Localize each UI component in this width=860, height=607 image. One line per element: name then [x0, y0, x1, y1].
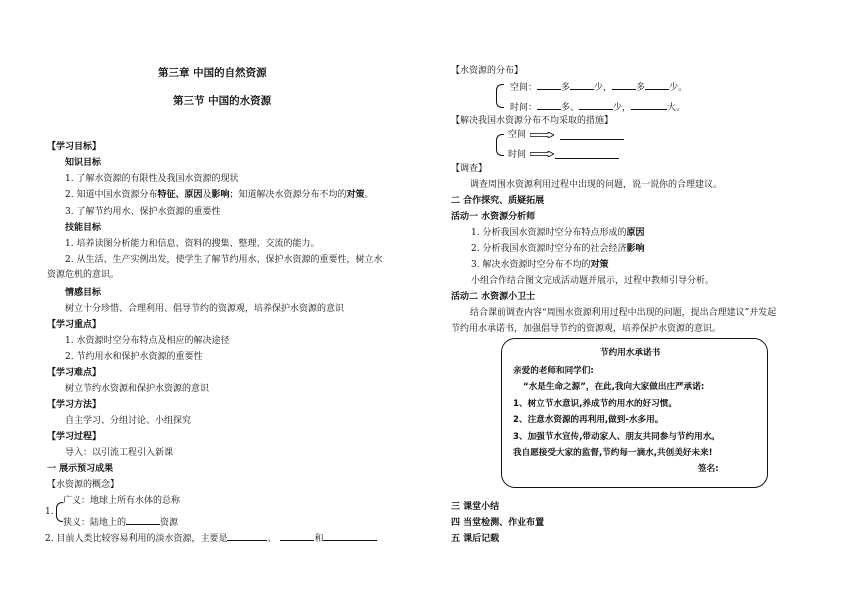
- question-2-text: 2. 目前人类比较容易利用的淡水资源，主要是: [45, 534, 228, 544]
- activity1-item-1-text: 1. 分析我国水资源时空分布特点形成的: [471, 228, 627, 238]
- concept-number: 1.: [45, 507, 54, 517]
- concept-narrow-blank[interactable]: [126, 515, 160, 525]
- knowledge-item-2-end: 。: [364, 190, 374, 200]
- concept-header: 【水资源的概念】: [47, 480, 120, 490]
- activity1-item-2: [471, 243, 644, 255]
- knowledge-item-2: [65, 189, 374, 201]
- concept-narrow: [63, 515, 178, 529]
- question-2-and: 和: [314, 534, 324, 544]
- question-2-blank-1[interactable]: [227, 531, 267, 541]
- activity1-item-3: [471, 259, 608, 271]
- measure-time-blank[interactable]: [555, 158, 619, 159]
- distribution-brace: [496, 84, 504, 108]
- time-less: 少，: [613, 103, 632, 113]
- time-blank-1[interactable]: [537, 100, 561, 110]
- keypoint-item-1: 1. 水资源时空分布特点及相应的解决途径: [65, 336, 230, 346]
- part1-heading: 一 展示预习成果: [47, 464, 114, 474]
- pledge-item-3: 3、加强节水宣传,带动家人、朋友共同参与节约用水。: [513, 432, 720, 442]
- knowledge-item-2-text2: ；知道解决水资源分布不均的: [229, 190, 347, 200]
- space-less-2: 少。: [669, 83, 688, 93]
- pledge-item-2: 2、注意水资源的再利用,做到-水多用。: [513, 415, 664, 425]
- pledge-title: 节约用水承诺书: [600, 348, 661, 358]
- section-title: 第三节 中国的水资源: [173, 95, 272, 107]
- distribution-space: [510, 80, 687, 94]
- skill-item-1: 1. 培养读图分析能力和信息、资料的搜集、整理、交流的能力。: [65, 239, 320, 249]
- emotion-item-1: 树立十分珍惜、合理利用、倡导节约的资源观，培养保护水资源的意识: [65, 304, 345, 314]
- activity2-line2: 节约用水承诺书，加强倡导节约的资源观，培养保护水资源的意识。: [451, 324, 722, 334]
- space-more-2: 多: [636, 83, 646, 93]
- activity1-item-1: [471, 227, 644, 239]
- pledge-card: [501, 338, 768, 488]
- keyword-influence: 影响: [626, 244, 645, 254]
- survey-text: 调查周围水资源利用过程中出现的问题，说一说你的合理建议。: [470, 180, 723, 190]
- time-blank-2[interactable]: [579, 100, 613, 110]
- part3-heading: 三 课堂小结: [451, 502, 500, 512]
- knowledge-header: 知识目标: [65, 158, 102, 168]
- distribution-time: [510, 100, 685, 114]
- pledge-signature: 签名:: [698, 464, 719, 474]
- question-2-sep: 、: [267, 534, 277, 544]
- concept-narrow-label: 狭义：陆地上的: [63, 518, 127, 528]
- activity2-line1: 结合课前调查内容“周围水资源利用过程中出现的问题，提出合理建议”并发起: [470, 308, 777, 318]
- pledge-intro: “水是生命之源”，在此,我向大家做出庄严承诺:: [523, 382, 705, 392]
- distribution-header: 【水资源的分布】: [451, 66, 524, 76]
- emotion-header: 情感目标: [65, 288, 102, 298]
- question-2-blank-3[interactable]: [323, 531, 377, 541]
- keyword-features-causes: 特征、原因: [157, 190, 203, 200]
- concept-narrow-suffix: 资源: [160, 518, 179, 528]
- part4-heading: 四 当堂检测、作业布置: [451, 518, 545, 528]
- measure-time-label: 时间: [508, 150, 527, 160]
- method-header: 【学习方法】: [47, 400, 102, 410]
- difficulty-item-1: 树立节约水资源和保护水资源的意识: [65, 384, 210, 394]
- time-blank-3[interactable]: [631, 100, 667, 110]
- time-more: 多、: [561, 103, 580, 113]
- keypoints-header: 【学习重点】: [47, 320, 102, 330]
- space-blank-2[interactable]: [570, 80, 594, 90]
- space-less-1: 少，: [594, 83, 613, 93]
- part5-heading: 五 课后记载: [451, 534, 500, 544]
- space-blank-4[interactable]: [645, 80, 669, 90]
- concept-brace: [56, 502, 63, 522]
- time-large: 大。: [667, 103, 686, 113]
- chapter-title: 第三章 中国的自然资源: [158, 67, 267, 79]
- knowledge-item-3: 3. 了解节约用水、保护水资源的重要性: [65, 207, 221, 217]
- concept-broad: 广义：地球上所有水体的总称: [63, 496, 181, 506]
- keyword-countermeasure: 对策: [590, 260, 609, 270]
- right-arrow-icon: [530, 151, 554, 157]
- method-item-1: 自主学习、分组讨论、小组探究: [65, 416, 192, 426]
- space-more-1: 多: [561, 83, 571, 93]
- difficulty-header: 【学习难点】: [47, 368, 102, 378]
- activity2-heading: 活动二 水资源小卫士: [451, 292, 536, 302]
- skill-item-2-line1: 2. 从生活、生产实例出发，使学生了解节约用水、保护水资源的重要性，树立水: [65, 255, 383, 265]
- skill-item-2-line2: 资源危机的意识。: [47, 270, 120, 280]
- measures-header: 【解决我国水资源分布不均采取的措施】: [451, 116, 614, 126]
- skill-header: 技能目标: [65, 223, 102, 233]
- process-header: 【学习过程】: [47, 432, 102, 442]
- question-2-blank-2[interactable]: [280, 531, 314, 541]
- knowledge-item-2-and: 及: [202, 190, 212, 200]
- keyword-cause: 原因: [626, 228, 645, 238]
- keyword-impact: 影响: [211, 190, 230, 200]
- knowledge-item-2-text: 2. 知道中国水资源分布: [65, 190, 158, 200]
- space-blank-3[interactable]: [612, 80, 636, 90]
- activity1-item-3-text: 3. 解决水资源时空分布不均的: [471, 260, 591, 270]
- keyword-measures: 对策: [346, 190, 365, 200]
- part2-heading: 二 合作探究、质疑拓展: [451, 196, 545, 206]
- activity1-note: 小组合作结合图文完成活动题并展示，过程中教师引导分析。: [471, 276, 715, 286]
- keypoint-item-2: 2. 节约用水和保护水资源的重要性: [65, 352, 203, 362]
- survey-header: 【调查】: [451, 164, 488, 174]
- process-intro: 导入：以引流工程引入新课: [65, 448, 174, 458]
- activity1-heading: 活动一 水资源分析师: [451, 212, 536, 222]
- objectives-header: 【学习目标】: [47, 142, 102, 152]
- question-2: [45, 531, 377, 545]
- knowledge-item-1: 1. 了解水资源的有限性及我国水资源的现状: [65, 174, 239, 184]
- measure-space-label: 空间: [508, 130, 527, 140]
- pledge-item-1: 1、树立节水意识,养成节约用水的好习惯。: [513, 399, 677, 409]
- pledge-closing: 我自愿接受大家的监督,节约每一滴水,共创美好未来!: [513, 448, 713, 458]
- measures-brace: [496, 134, 504, 156]
- measure-space-blank[interactable]: [560, 139, 624, 140]
- right-arrow-icon: [530, 132, 554, 138]
- time-label: 时间：: [510, 103, 538, 113]
- activity1-item-2-text: 2. 分析我国水资源时空分布的社会经济: [471, 244, 627, 254]
- pledge-greeting: 亲爱的老师和同学们:: [513, 366, 594, 376]
- space-blank-1[interactable]: [537, 80, 561, 90]
- space-label: 空间：: [510, 83, 538, 93]
